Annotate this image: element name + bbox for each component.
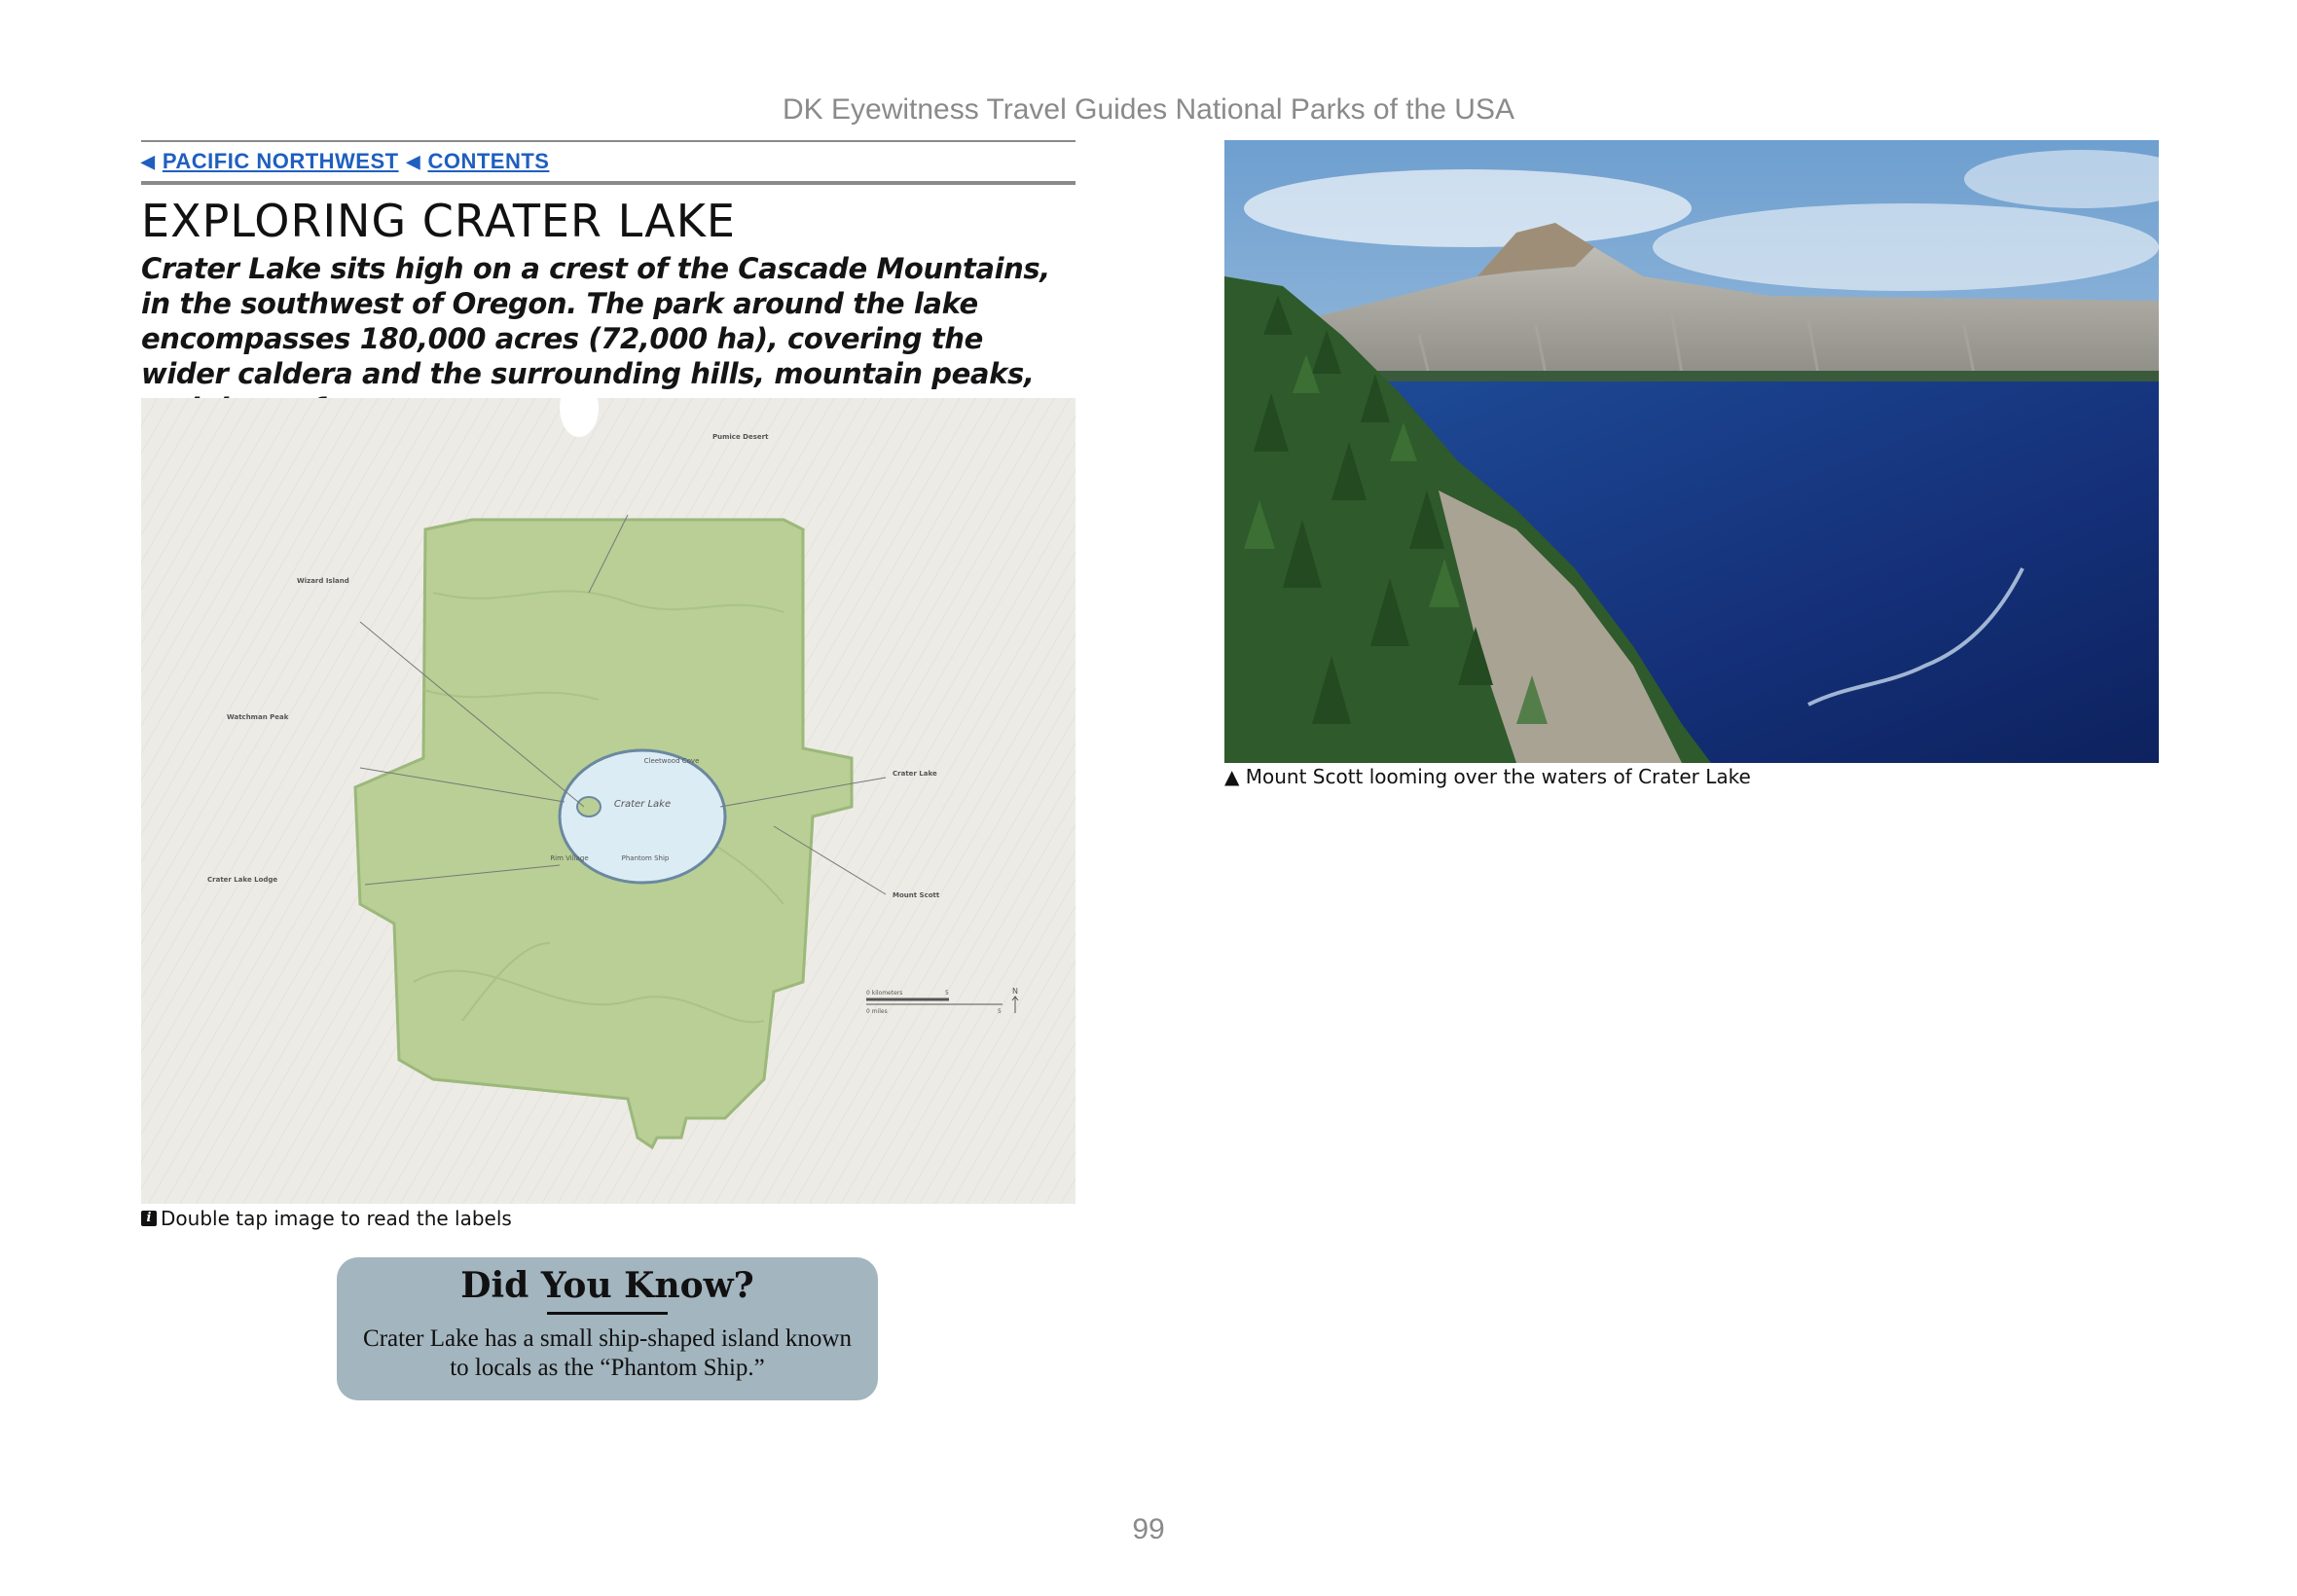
- info-icon: i: [141, 1211, 157, 1226]
- left-triangle-icon: ◀: [141, 151, 155, 171]
- watchman-peak-label: Watchman Peak: [227, 713, 289, 721]
- svg-text:5: 5: [998, 1008, 1002, 1015]
- lodge-label: Crater Lake Lodge: [207, 876, 278, 884]
- svg-text:0 kilometers: 0 kilometers: [866, 990, 903, 997]
- cleetwood-label: Cleetwood Cove: [643, 757, 700, 765]
- crater-lake-map[interactable]: [141, 398, 1076, 1204]
- left-triangle-icon: ◀: [406, 151, 420, 171]
- pacific-northwest-link[interactable]: PACIFIC NORTHWEST: [162, 149, 399, 173]
- did-you-know-box: [337, 1257, 878, 1400]
- map-graphic: [141, 398, 1076, 1204]
- photo-graphic: [1224, 140, 2159, 763]
- photo-caption: ▲ Mount Scott looming over the waters of Crater Lake: [1224, 765, 1751, 788]
- page-title: EXPLORING CRATER LAKE: [141, 195, 736, 247]
- did-you-know-title: Did You Know?: [460, 1265, 754, 1306]
- svg-text:0 miles: 0 miles: [866, 1008, 888, 1015]
- pumice-desert-label: Pumice Desert: [712, 433, 769, 441]
- svg-text:5: 5: [945, 990, 949, 997]
- map-caption: [141, 1207, 512, 1230]
- did-you-know-text: Crater Lake has a small ship-shaped island known to locals as the “Phantom Ship.”: [363, 1325, 852, 1381]
- wizard-island-label: Wizard Island: [297, 577, 349, 585]
- did-you-know-divider: [547, 1312, 668, 1315]
- contents-link[interactable]: CONTENTS: [427, 149, 550, 173]
- map-caption-text: Double tap image to read the labels: [161, 1207, 512, 1230]
- page-number: 99: [1132, 1513, 1165, 1545]
- lake-label: Crater Lake: [613, 799, 672, 810]
- crater-lake-photo[interactable]: [1224, 140, 2159, 763]
- intro-paragraph: Crater Lake sits high on a crest of the Cascade Mountains, in the southwest of Oregon. The park around the lake encompasses 180,000 acres (72,000 ha), covering the wider caldera and the surrounding hills, mountain peaks,: [141, 252, 1050, 390]
- book-title: DK Eyewitness Travel Guides National Parks of the USA: [783, 93, 1514, 126]
- phantom-ship-label: Phantom Ship: [621, 854, 670, 862]
- crater-lake-note-label: Crater Lake: [893, 770, 937, 778]
- rim-village-label: Rim Village: [550, 854, 589, 862]
- left-column: [141, 140, 1076, 426]
- breadcrumb: [141, 140, 1076, 185]
- mount-scott-label: Mount Scott: [893, 891, 940, 899]
- svg-text:N: N: [1012, 987, 1018, 996]
